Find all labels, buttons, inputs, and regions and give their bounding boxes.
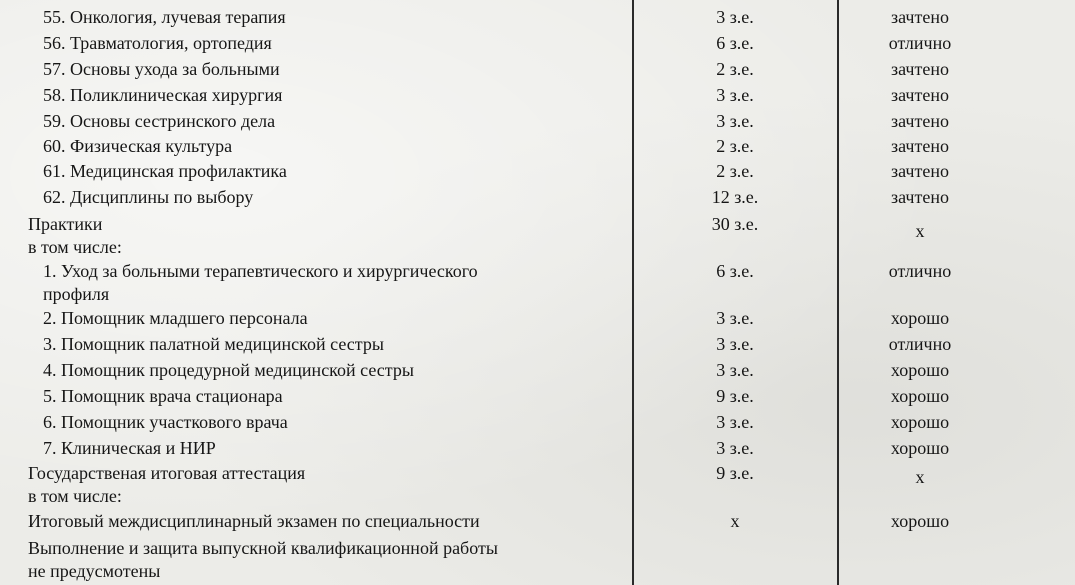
grade: зачтено	[891, 7, 949, 27]
grade: хорошо	[890, 511, 950, 531]
column-divider-right	[837, 0, 839, 585]
credit-units: 3 з.е.	[716, 85, 754, 105]
grade: зачтено	[891, 111, 949, 131]
credit-units: 3 з.е.	[716, 412, 754, 432]
discipline-name: 3. Помощник палатной медицинской сестры	[43, 334, 384, 354]
credit-units: 30 з.е.	[711, 214, 759, 234]
grade: зачтено	[891, 187, 949, 207]
credit-units: 3 з.е.	[716, 111, 754, 131]
section-name: Практики в том числе:	[28, 214, 122, 257]
discipline-name: Выполнение и защита выпускной квалификационной работы не предусмотены	[28, 538, 498, 581]
grade: х	[915, 221, 925, 241]
credit-units: 2 з.е.	[716, 136, 754, 156]
credit-units: 9 з.е.	[716, 463, 754, 483]
discipline-name: 56. Травматология, ортопедия	[43, 33, 272, 53]
credit-units: 6 з.е.	[716, 261, 754, 281]
discipline-name: 2. Помощник младшего персонала	[43, 308, 308, 328]
discipline-name: 4. Помощник процедурной медицинской сестры	[43, 360, 414, 380]
discipline-name: 7. Клиническая и НИР	[43, 438, 216, 458]
grade: отлично	[888, 261, 952, 281]
credit-units: 3 з.е.	[716, 308, 754, 328]
discipline-name: 61. Медицинская профилактика	[43, 161, 287, 181]
grade: зачтено	[891, 161, 949, 181]
grade: хорошо	[890, 438, 950, 458]
grade: хорошо	[890, 386, 950, 406]
grade: зачтено	[891, 136, 949, 156]
credit-units: 9 з.е.	[716, 386, 754, 406]
grade: зачтено	[891, 59, 949, 79]
grade: хорошо	[890, 412, 950, 432]
discipline-name: Итоговый междисциплинарный экзамен по специальности	[28, 511, 480, 531]
credit-units: 12 з.е.	[711, 187, 759, 207]
discipline-name: 59. Основы сестринского дела	[43, 111, 276, 131]
credit-units: 2 з.е.	[716, 161, 754, 181]
credit-units: 3 з.е.	[716, 334, 754, 354]
discipline-name: 6. Помощник участкового врача	[43, 412, 288, 432]
discipline-name: 62. Дисциплины по выбору	[43, 187, 254, 207]
section-name: Государственая итоговая аттестация в том числе:	[28, 463, 306, 506]
discipline-name: 57. Основы ухода за больными	[43, 59, 280, 79]
credit-units: 3 з.е.	[716, 438, 754, 458]
discipline-name: 5. Помощник врача стационара	[43, 386, 283, 406]
grade: х	[915, 467, 925, 487]
discipline-name: 58. Поликлиническая хирургия	[43, 85, 283, 105]
grade: зачтено	[891, 85, 949, 105]
credit-units: 6 з.е.	[716, 33, 754, 53]
grade: отлично	[888, 334, 952, 354]
grade: отлично	[888, 33, 952, 53]
column-divider-left	[632, 0, 634, 585]
discipline-name: 60. Физическая культура	[43, 136, 233, 156]
credit-units: 3 з.е.	[716, 360, 754, 380]
grade: хорошо	[890, 360, 950, 380]
discipline-name: 55. Онкология, лучевая терапия	[43, 7, 286, 27]
credit-units: 3 з.е.	[716, 7, 754, 27]
discipline-name: 1. Уход за больными терапевтического и хирургического профиля	[43, 261, 478, 304]
credit-units: х	[730, 511, 740, 531]
grade: хорошо	[890, 308, 950, 328]
credit-units: 2 з.е.	[716, 59, 754, 79]
